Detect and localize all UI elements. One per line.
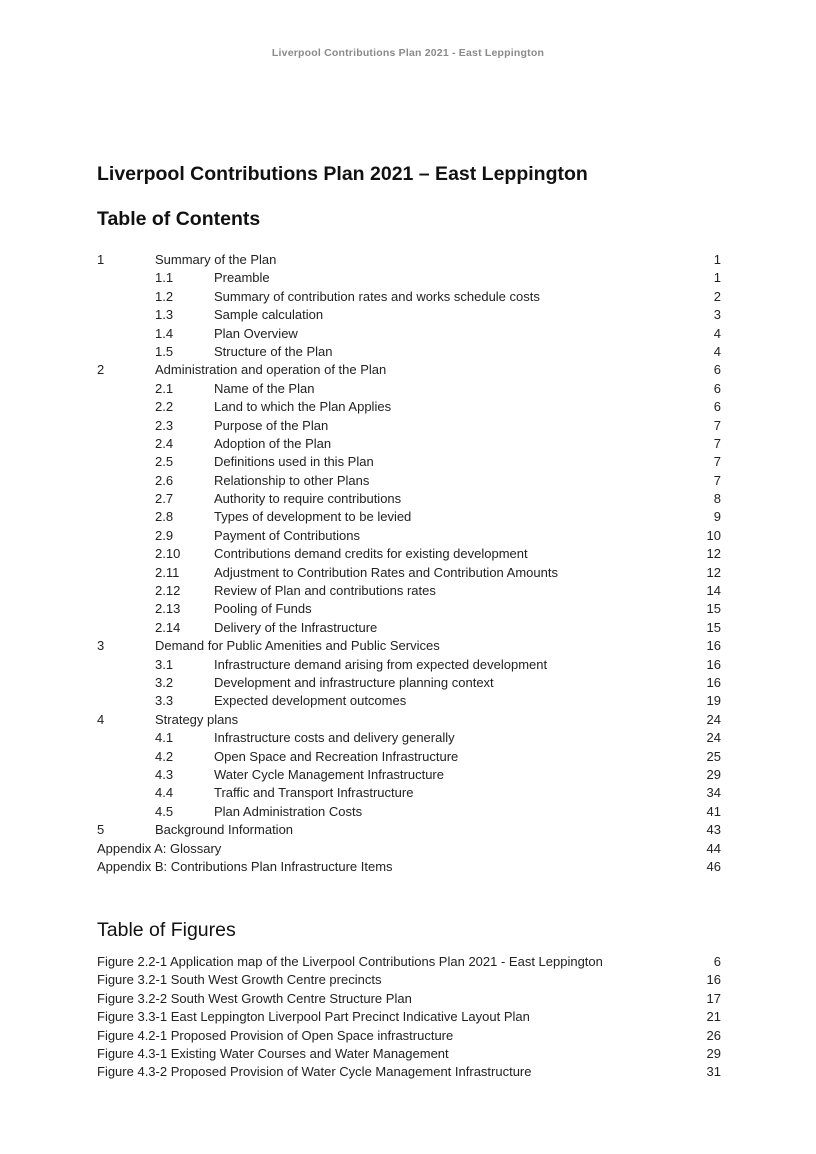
toc-entry-page: 16 — [706, 638, 721, 654]
figure-entry[interactable] — [97, 971, 721, 989]
toc-entry-page: 15 — [706, 619, 721, 635]
toc-entry-page: 9 — [713, 509, 721, 525]
toc-entry[interactable] — [97, 784, 721, 802]
toc-entry[interactable] — [97, 398, 721, 416]
toc-entry-number: 2.6 — [155, 472, 174, 488]
toc-entry[interactable] — [97, 803, 721, 821]
toc-entry-page: 7 — [713, 417, 721, 433]
toc-entry-page: 43 — [706, 822, 721, 838]
figure-entry-title: Figure 4.3-1 Existing Water Courses and Water Management — [97, 1045, 449, 1061]
toc-entry-title: Appendix A: Glossary — [97, 840, 222, 856]
toc-entry-number: 2.9 — [155, 527, 174, 543]
toc-entry-page: 14 — [706, 583, 721, 599]
tof-heading: Table of Figures — [97, 919, 236, 941]
toc-entry-number: 1.2 — [155, 288, 174, 304]
toc-heading: Table of Contents — [97, 208, 261, 230]
toc-entry-title: Purpose of the Plan — [214, 417, 329, 433]
toc-entry-page: 7 — [713, 454, 721, 470]
toc-entry[interactable] — [97, 637, 721, 655]
figure-entry[interactable] — [97, 1063, 721, 1081]
toc-entry-number: 4.4 — [155, 785, 174, 801]
figure-entry-title: Figure 3.3-1 East Leppington Liverpool Part Precinct Indicative Layout Plan — [97, 1009, 530, 1025]
toc-entry-number: 3 — [97, 638, 105, 654]
toc-entry-number: 4.5 — [155, 803, 174, 819]
toc-entry-number: 2.2 — [155, 399, 174, 415]
toc-entry-title: Structure of the Plan — [214, 343, 333, 359]
toc-entry-title: Infrastructure costs and delivery generally — [214, 730, 455, 746]
toc-entry-title: Expected development outcomes — [214, 693, 407, 709]
toc-entry[interactable] — [97, 453, 721, 471]
toc-entry-page: 1 — [713, 270, 721, 286]
toc-entry[interactable] — [97, 564, 721, 582]
toc-entry-page: 4 — [713, 343, 721, 359]
toc-entry[interactable] — [97, 508, 721, 526]
toc-entry-title: Preamble — [214, 270, 270, 286]
toc-entry-title: Adoption of the Plan — [214, 435, 332, 451]
toc-entry-page: 25 — [706, 748, 721, 764]
figure-entry[interactable] — [97, 953, 721, 971]
toc-entry[interactable] — [97, 619, 721, 637]
toc-entry-number: 4.1 — [155, 730, 174, 746]
toc-entry[interactable] — [97, 527, 721, 545]
toc-entry-page: 2 — [713, 288, 721, 304]
toc-entry-number: 1.3 — [155, 307, 174, 323]
toc-entry-page: 46 — [706, 858, 721, 874]
figure-entry-page: 29 — [706, 1045, 721, 1061]
figure-entry-page: 21 — [706, 1009, 721, 1025]
figure-entry[interactable] — [97, 1027, 721, 1045]
toc-entry[interactable] — [97, 858, 721, 876]
toc-entry-title: Demand for Public Amenities and Public Services — [155, 638, 440, 654]
toc-entry-page: 19 — [706, 693, 721, 709]
toc-entry-page: 29 — [706, 766, 721, 782]
toc-entry[interactable] — [97, 656, 721, 674]
toc-entry-number: 3.2 — [155, 674, 174, 690]
toc-entry-title: Pooling of Funds — [214, 601, 312, 617]
toc-entry-title: Open Space and Recreation Infrastructure — [214, 748, 459, 764]
toc-entry-number: 2.11 — [155, 564, 180, 580]
toc-entry-page: 6 — [713, 362, 721, 378]
toc-entry-title: Summary of contribution rates and works schedule costs — [214, 288, 540, 304]
toc-entry-page: 10 — [706, 527, 721, 543]
toc-entry-number: 4 — [97, 711, 105, 727]
toc-entry-page: 6 — [713, 380, 721, 396]
toc-entry-title: Development and infrastructure planning context — [214, 674, 494, 690]
figure-entry-title: Figure 3.2-2 South West Growth Centre Structure Plan — [97, 990, 412, 1006]
toc-entry-number: 2.13 — [155, 601, 181, 617]
figure-entry-title: Figure 4.3-2 Proposed Provision of Water Cycle Management Infrastructure — [97, 1064, 532, 1080]
toc-entry-number: 2.7 — [155, 491, 174, 507]
toc-entry-page: 41 — [706, 803, 721, 819]
toc-entry-title: Summary of the Plan — [155, 252, 277, 267]
toc-entry-title: Relationship to other Plans — [214, 472, 370, 488]
toc-entry-title: Plan Administration Costs — [214, 803, 363, 819]
toc-entry-number: 5 — [97, 822, 105, 838]
toc-entry-title: Administration and operation of the Plan — [155, 362, 387, 378]
toc-entry[interactable] — [97, 269, 721, 287]
toc-entry-title: Authority to require contributions — [214, 491, 402, 507]
toc-entry-number: 2.1 — [155, 380, 174, 396]
toc-entry-number: 2.4 — [155, 435, 174, 451]
toc-entry-title: Adjustment to Contribution Rates and Contribution Amounts — [214, 564, 558, 580]
figure-entry-title: Figure 2.2-1 Application map of the Liverpool Contributions Plan 2021 - East Leppington — [97, 954, 603, 969]
toc-entry[interactable] — [97, 545, 721, 563]
toc-entry-page: 12 — [706, 546, 721, 562]
toc-entry-title: Land to which the Plan Applies — [214, 399, 392, 415]
toc-entry-title: Plan Overview — [214, 325, 298, 341]
toc-entry-title: Infrastructure demand arising from expected development — [214, 656, 548, 672]
toc-entry-page: 24 — [706, 711, 721, 727]
toc-entry-number: 3.1 — [155, 656, 174, 672]
toc-entry-page: 34 — [706, 785, 721, 801]
table-of-contents — [97, 251, 721, 876]
toc-entry-title: Traffic and Transport Infrastructure — [214, 785, 414, 801]
toc-entry-number: 2.14 — [155, 619, 181, 635]
toc-entry-page: 6 — [713, 399, 721, 415]
figure-entry-page: 6 — [713, 954, 721, 969]
figure-entry[interactable] — [97, 1045, 721, 1063]
toc-entry[interactable] — [97, 343, 721, 361]
toc-entry-page: 8 — [713, 491, 721, 507]
toc-entry-number: 2.8 — [155, 509, 174, 525]
toc-entry-number: 3.3 — [155, 693, 174, 709]
toc-entry-number: 1.4 — [155, 325, 174, 341]
toc-entry-number: 2.5 — [155, 454, 174, 470]
toc-entry-title: Delivery of the Infrastructure — [214, 619, 378, 635]
toc-entry[interactable] — [97, 361, 721, 379]
toc-entry-title: Definitions used in this Plan — [214, 454, 374, 470]
toc-entry[interactable] — [97, 600, 721, 618]
toc-entry-title: Sample calculation — [214, 307, 324, 323]
toc-entry[interactable] — [97, 306, 721, 324]
toc-entry[interactable] — [97, 729, 721, 747]
toc-entry[interactable] — [97, 251, 721, 269]
toc-entry-page: 24 — [706, 730, 721, 746]
figure-entry-page: 17 — [706, 990, 721, 1006]
toc-entry-page: 7 — [713, 435, 721, 451]
toc-entry-number: 2.3 — [155, 417, 174, 433]
toc-entry-page: 4 — [713, 325, 721, 341]
toc-entry-title: Contributions demand credits for existing development — [214, 546, 528, 562]
toc-entry-number: 4.3 — [155, 766, 174, 782]
toc-entry[interactable] — [97, 674, 721, 692]
toc-entry-title: Payment of Contributions — [214, 527, 360, 543]
toc-entry-title: Types of development to be levied — [214, 509, 412, 525]
toc-entry[interactable] — [97, 490, 721, 508]
toc-entry[interactable] — [97, 582, 721, 600]
running-header: Liverpool Contributions Plan 2021 - East Leppington — [271, 47, 545, 59]
toc-entry[interactable] — [97, 840, 721, 858]
toc-entry-title: Strategy plans — [155, 711, 239, 727]
toc-entry-title: Appendix B: Contributions Plan Infrastructure Items — [97, 858, 393, 874]
toc-entry-number: 1.1 — [155, 270, 174, 286]
figure-entry[interactable] — [97, 990, 721, 1008]
toc-entry[interactable] — [97, 288, 721, 306]
toc-entry-page: 1 — [713, 252, 721, 267]
toc-entry-page: 16 — [706, 674, 721, 690]
toc-entry-title: Water Cycle Management Infrastructure — [214, 766, 444, 782]
toc-entry[interactable] — [97, 766, 721, 784]
toc-entry[interactable] — [97, 711, 721, 729]
toc-entry-page: 12 — [706, 564, 721, 580]
toc-entry-number: 2.12 — [155, 583, 181, 599]
toc-entry-number: 2.10 — [155, 546, 181, 562]
toc-entry-page: 7 — [713, 472, 721, 488]
toc-entry[interactable] — [97, 380, 721, 398]
document-title: Liverpool Contributions Plan 2021 – East Leppington — [97, 163, 588, 185]
toc-entry[interactable] — [97, 435, 721, 453]
toc-entry[interactable] — [97, 472, 721, 490]
toc-entry[interactable] — [97, 748, 721, 766]
toc-entry[interactable] — [97, 821, 721, 839]
figure-entry-title: Figure 4.2-1 Proposed Provision of Open Space infrastructure — [97, 1027, 454, 1043]
toc-entry[interactable] — [97, 417, 721, 435]
toc-entry-number: 1.5 — [155, 343, 174, 359]
toc-entry-page: 44 — [706, 840, 721, 856]
toc-entry-number: 2 — [97, 362, 105, 378]
toc-entry[interactable] — [97, 692, 721, 710]
figure-entry-page: 31 — [706, 1064, 721, 1080]
toc-entry-page: 15 — [706, 601, 721, 617]
toc-entry-title: Name of the Plan — [214, 380, 315, 396]
toc-entry-page: 16 — [706, 656, 721, 672]
figure-entry-page: 16 — [706, 972, 721, 988]
figure-entry-page: 26 — [706, 1027, 721, 1043]
table-of-figures — [97, 953, 721, 1082]
toc-entry-title: Review of Plan and contributions rates — [214, 583, 436, 599]
figure-entry-title: Figure 3.2-1 South West Growth Centre precincts — [97, 972, 382, 988]
toc-entry-page: 3 — [713, 307, 721, 323]
figure-entry[interactable] — [97, 1008, 721, 1026]
toc-entry-number: 1 — [97, 252, 105, 267]
toc-entry[interactable] — [97, 325, 721, 343]
toc-entry-title: Background Information — [155, 822, 294, 838]
toc-entry-number: 4.2 — [155, 748, 174, 764]
